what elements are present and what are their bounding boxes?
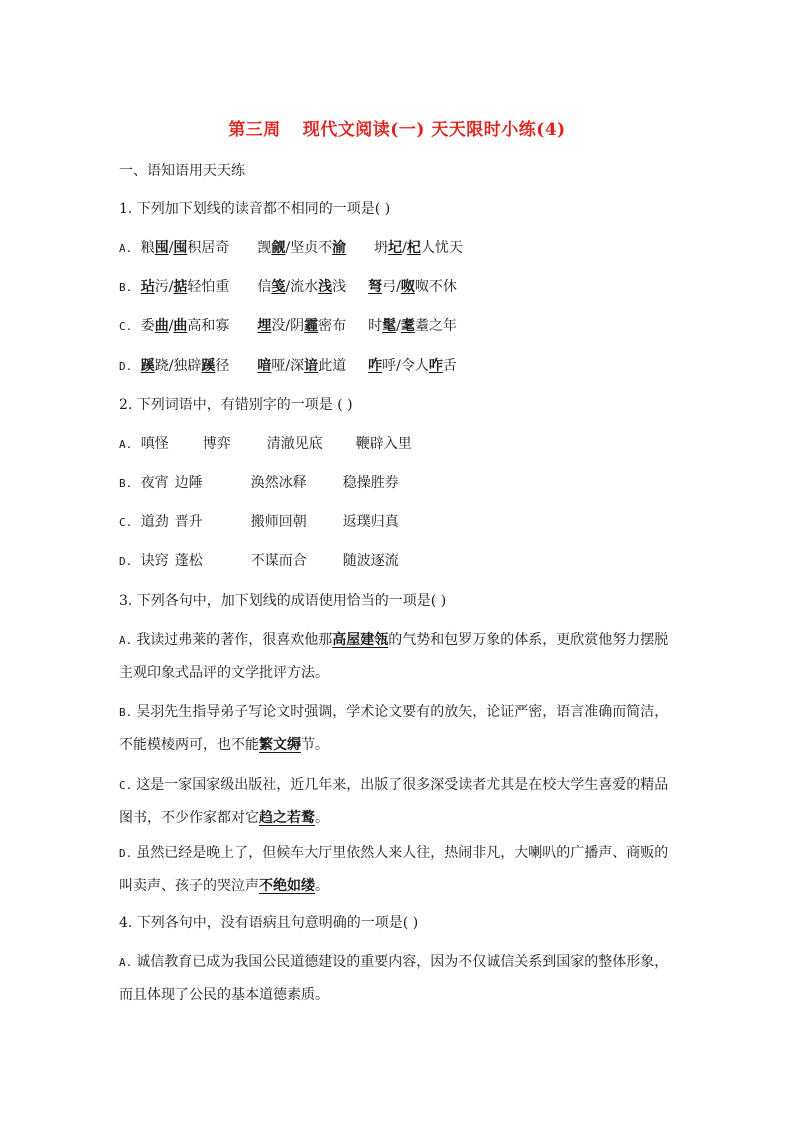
text: 哑/深 xyxy=(271,358,305,374)
text: 的气势和包罗万象的体系，更欣赏他努力摆脱主观印象式品评的文学批评方法。 xyxy=(119,632,669,681)
word: 稳操胜券 xyxy=(342,475,399,491)
option-label: B. xyxy=(119,477,133,490)
q2-option-a xyxy=(119,434,412,455)
underlined-char: 蹊 xyxy=(201,358,216,374)
text: 节。 xyxy=(301,737,329,753)
option-label: A. xyxy=(119,956,133,969)
underlined-char: 笺 xyxy=(271,279,286,295)
underlined-char: 咋 xyxy=(368,358,383,374)
text: 舌 xyxy=(442,358,457,374)
underlined-char: 曲 xyxy=(154,318,169,334)
word: 不谋而合 xyxy=(250,553,307,569)
text: /流水 xyxy=(285,279,319,295)
text: 这是一家国家级出版社，近几年来，出版了很多深受读者尤其是在校大学生喜爱的精品图书，不少作家都对它 xyxy=(119,777,669,826)
option-label: A. xyxy=(119,634,133,647)
underlined-idiom: 高屋建瓴 xyxy=(332,632,389,648)
text: 弓/ xyxy=(382,279,401,295)
underlined-char: 埋 xyxy=(257,318,272,334)
text: / xyxy=(168,318,174,334)
underlined-char: 渝 xyxy=(332,240,347,256)
text: 。 xyxy=(315,810,329,826)
word: 蓬松 xyxy=(174,553,203,569)
underlined-char: 杞 xyxy=(406,240,421,256)
q2-option-c xyxy=(119,512,399,533)
underlined-char: 霾 xyxy=(304,318,319,334)
word: 鞭辟入里 xyxy=(355,436,412,452)
underlined-char: 圮 xyxy=(388,240,403,256)
word: 道劲 xyxy=(140,514,169,530)
text: 呼/令人 xyxy=(382,358,429,374)
text: 我读过弗莱的著作，很喜欢他那 xyxy=(136,632,333,648)
word: 搬师回朝 xyxy=(250,514,307,530)
underlined-char: 玷 xyxy=(140,279,155,295)
text: 耋之年 xyxy=(414,318,457,334)
text: 虽然已经是晚上了，但候车大厅里依然人来人往，热闹非凡，大喇叭的广播声、商贩的叫卖声、孩子的哭泣声 xyxy=(119,845,669,894)
q4-stem: 4. 下列各句中，没有语病且句意明确的一项是( ) xyxy=(119,915,419,931)
underlined-char: 曲 xyxy=(173,318,188,334)
underlined-idiom: 不绝如缕 xyxy=(259,878,315,894)
underlined-idiom: 繁文缛 xyxy=(259,737,301,753)
underlined-char: 蹊 xyxy=(140,358,155,374)
q2-stem: 2. 下列词语中，有错别字的一项是 ( ) xyxy=(119,397,353,413)
q2-option-b xyxy=(119,473,399,494)
text: 吴羽先生指导弟子写论文时强调，学术论文要有的放矢，论证严密，语言准确而简洁，不能模棱两可，也不能 xyxy=(119,704,669,753)
text: 此道 xyxy=(318,358,347,374)
word: 涣然冰释 xyxy=(250,475,307,491)
text: 径 xyxy=(215,358,230,374)
underlined-char: 髦 xyxy=(382,318,397,334)
word: 诀窍 xyxy=(140,553,169,569)
underlined-char: 浅 xyxy=(318,279,333,295)
text: 呶不休 xyxy=(414,279,457,295)
underlined-char: 呶 xyxy=(400,279,415,295)
text: 粮 xyxy=(140,240,155,256)
q3-option-a xyxy=(119,624,679,690)
word: 清澈见底 xyxy=(266,436,323,452)
option-label: C. xyxy=(119,516,133,529)
text: 诚信教育已成为我国公民道德建设的重要内容，因为不仅诚信关系到国家的整体形象，而且体现了公民的基本道德素质。 xyxy=(119,954,669,1003)
text: 污/ xyxy=(154,279,174,295)
q1-option-d xyxy=(119,356,457,377)
q1-stem: 1. 下列加下划线的读音都不相同的一项是( ) xyxy=(119,201,391,217)
underlined-char: 咋 xyxy=(428,358,443,374)
q3-option-b xyxy=(119,696,679,762)
text: 时 xyxy=(368,318,383,334)
option-label: C. xyxy=(119,779,133,792)
underlined-idiom: 趋之若鹜 xyxy=(259,810,315,826)
underlined-char: 掂 xyxy=(173,279,188,295)
word: 边陲 xyxy=(174,475,203,491)
option-label: D. xyxy=(119,555,133,568)
option-label: A. xyxy=(119,438,133,451)
option-label: B. xyxy=(119,281,133,294)
underlined-char: 弩 xyxy=(368,279,383,295)
option-label: D. xyxy=(119,847,133,860)
text: 跷/独辟 xyxy=(154,358,202,374)
text: 信 xyxy=(257,279,272,295)
q3-stem: 3. 下列各句中，加下划线的成语使用恰当的一项是( ) xyxy=(119,593,447,609)
text: 浅 xyxy=(332,279,347,295)
underlined-char: 耄 xyxy=(400,318,415,334)
text: 积居奇 xyxy=(187,240,230,256)
text: 没/阴 xyxy=(271,318,305,334)
word: 随波逐流 xyxy=(342,553,399,569)
text: / xyxy=(396,318,401,334)
underlined-char: 囤 xyxy=(173,240,188,256)
text: 人忧天 xyxy=(420,240,463,256)
q1-option-b xyxy=(119,277,457,298)
text: 轻怕重 xyxy=(187,279,230,295)
q3-option-c xyxy=(119,769,679,835)
title-subject: 现代文阅读(一) 天天限时小练(4) xyxy=(302,120,566,140)
title-week: 第三周 xyxy=(228,120,281,140)
word: 夜宵 xyxy=(140,475,169,491)
text: /坚贞不 xyxy=(285,240,333,256)
option-label: A. xyxy=(119,242,133,255)
underlined-char: 囤 xyxy=(154,240,169,256)
text: / xyxy=(402,240,407,256)
q1-option-c xyxy=(119,316,457,337)
option-label: C. xyxy=(119,320,133,333)
text: 。 xyxy=(315,878,329,894)
word: 博弈 xyxy=(202,436,231,452)
text: 高和寡 xyxy=(187,318,230,334)
page-title xyxy=(0,115,794,140)
text: / xyxy=(168,240,174,256)
q3-option-d xyxy=(119,837,679,903)
section-heading: 一、语知语用天天练 xyxy=(119,163,245,179)
text: 委 xyxy=(140,318,155,334)
underlined-char: 觎 xyxy=(271,240,286,256)
underlined-char: 谙 xyxy=(304,358,319,374)
q2-option-d xyxy=(119,551,399,572)
underlined-char: 喑 xyxy=(257,358,272,374)
text: 觊 xyxy=(257,240,272,256)
text: 密布 xyxy=(318,318,347,334)
option-label: D. xyxy=(119,360,133,373)
word: 嗔怪 xyxy=(140,436,169,452)
text: 坍 xyxy=(374,240,389,256)
option-label: B. xyxy=(119,706,133,719)
word: 返璞归真 xyxy=(342,514,399,530)
q1-option-a xyxy=(119,238,463,259)
word: 晋升 xyxy=(174,514,203,530)
q4-option-a xyxy=(119,946,679,1012)
